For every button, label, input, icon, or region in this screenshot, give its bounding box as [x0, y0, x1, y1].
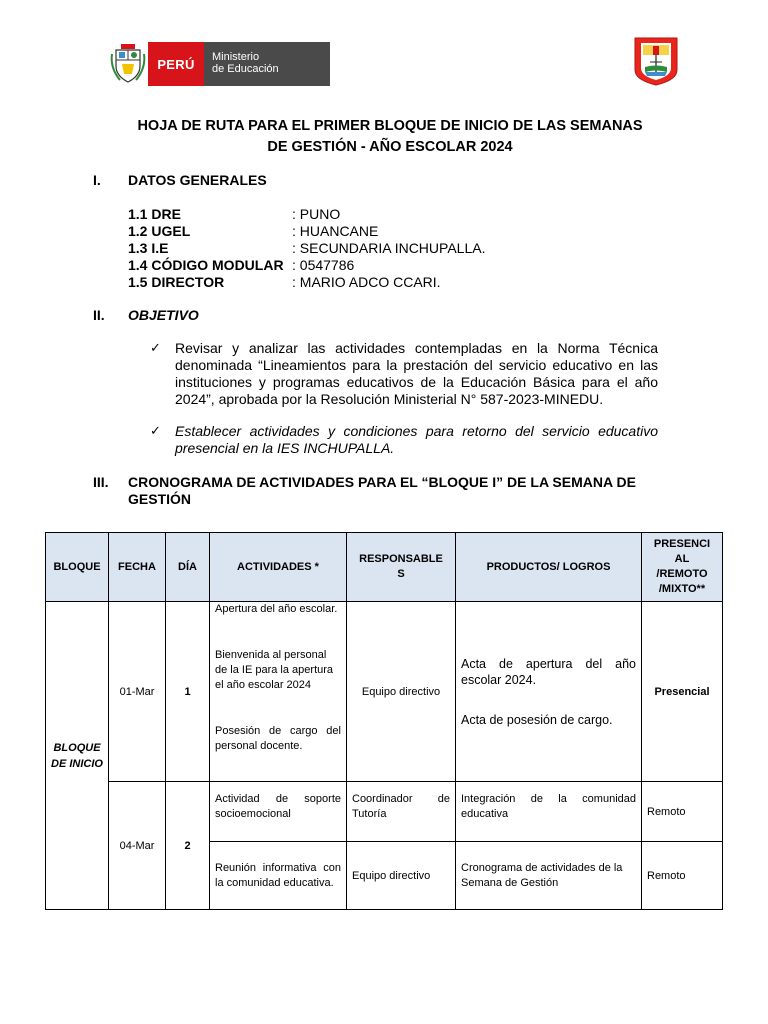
modalidad-cell: Presencial [642, 602, 723, 782]
productos-cell: Integración de la comunidad educativa [456, 782, 642, 842]
section1-number: I. [93, 172, 101, 188]
dia-cell: 1 [166, 602, 210, 782]
objective-item-2: Establecer actividades y condiciones para retorno del servicio educativo presencial en la IES INCHUPALLA. [175, 423, 658, 456]
document-title [60, 116, 720, 158]
dia-cell: 2 [166, 782, 210, 910]
table-row [46, 782, 723, 842]
bloque-cell [46, 602, 109, 910]
section3-title-line2: GESTIÓN [128, 491, 192, 507]
datos-label: 1.1 DRE [128, 206, 181, 222]
table-row [46, 602, 723, 782]
header-modalidad-line3: /REMOTO [656, 568, 708, 580]
responsable-cell: Equipo directivo [347, 602, 456, 782]
header-modalidad-line2: AL [674, 553, 690, 565]
section3-title [128, 474, 658, 508]
datos-label: 1.3 I.E [128, 240, 169, 256]
fecha-cell: 04-Mar [109, 782, 166, 910]
ministerio-line2: de Educación [212, 63, 279, 75]
section2-number: II. [93, 307, 105, 323]
bloque-line1: BLOQUE [53, 741, 101, 754]
title-line2: DE GESTIÓN - AÑO ESCOLAR 2024 [267, 139, 513, 155]
objective-item-1: Revisar y analizar las actividades contempladas en la Norma Técnica denominada “Lineamientos para la prestación del servicio educativo en las instituciones y programas educativos de la Educación Básica para el año 2024”, aprobada por la Resolución Ministerial N° 587-2023-MINEDU. [175, 340, 658, 407]
datos-label: 1.4 CÓDIGO MODULAR [128, 257, 284, 273]
datos-value: : HUANCANE [292, 223, 379, 239]
bloque-line2: DE INICIO [51, 757, 103, 770]
productos-cell [456, 602, 642, 782]
product-text: Acta de apertura del año escolar 2024. [461, 656, 636, 687]
product-text: Acta de posesión de cargo. [461, 712, 613, 727]
datos-value: : SECUNDARIA INCHUPALLA. [292, 240, 486, 256]
actividades-cell: Actividad de soporte socioemocional [210, 782, 347, 842]
title-line1: HOJA DE RUTA PARA EL PRIMER BLOQUE DE INICIO DE LAS SEMANAS [137, 118, 643, 134]
header-modalidad [642, 533, 723, 602]
header-responsables-line2: S [397, 568, 405, 580]
header-bloque: BLOQUE [46, 533, 109, 602]
header-dia: DÍA [166, 533, 210, 602]
fecha-cell: 01-Mar [109, 602, 166, 782]
datos-value: : PUNO [292, 206, 341, 222]
activity-text: Apertura del año escolar. [215, 603, 338, 615]
header-responsables-line1: RESPONSABLE [359, 553, 443, 565]
table-header-row [46, 533, 723, 602]
coat-of-arms-icon [108, 42, 148, 86]
actividades-cell: Reunión informativa con la comunidad educativa. [210, 842, 347, 910]
ministerio-educacion-logo [108, 42, 330, 86]
checkmark-icon: ✓ [150, 340, 161, 355]
peru-label: PERÚ [148, 42, 204, 86]
ministerio-line1: Ministerio [212, 51, 260, 63]
section1-title: DATOS GENERALES [128, 172, 267, 188]
activity-text: Bienvenida al personal de la IE para la apertura el año escolar 2024 [215, 649, 334, 691]
header-modalidad-line1: PRESENCI [653, 538, 711, 550]
datos-value: : 0547786 [292, 257, 355, 273]
header-actividades: ACTIVIDADES * [210, 533, 347, 602]
datos-label: 1.5 DIRECTOR [128, 274, 225, 290]
ministerio-label [204, 42, 330, 86]
modalidad-cell: Remoto [642, 782, 723, 842]
modalidad-cell: Remoto [642, 842, 723, 910]
productos-cell: Cronograma de actividades de la Semana de Gestión [456, 842, 642, 910]
responsable-cell: Equipo directivo [347, 842, 456, 910]
schedule-table [45, 532, 723, 910]
school-emblem-icon [633, 36, 679, 86]
checkmark-icon: ✓ [150, 423, 161, 438]
datos-value: : MARIO ADCO CCARI. [292, 274, 441, 290]
section3-number: III. [93, 474, 109, 490]
activity-text: Posesión de cargo del personal docente. [215, 725, 341, 752]
section3-title-line1: CRONOGRAMA DE ACTIVIDADES PARA EL “BLOQUE I” DE LA SEMANA DE [128, 474, 636, 490]
header-productos: PRODUCTOS/ LOGROS [456, 533, 642, 602]
datos-label: 1.2 UGEL [128, 223, 191, 239]
actividades-cell [210, 602, 347, 782]
header-modalidad-line4: /MIXTO** [658, 583, 706, 595]
responsable-cell: Coordinador de Tutoría [347, 782, 456, 842]
header-responsables [347, 533, 456, 602]
header-fecha: FECHA [109, 533, 166, 602]
section2-title: OBJETIVO [128, 307, 199, 323]
